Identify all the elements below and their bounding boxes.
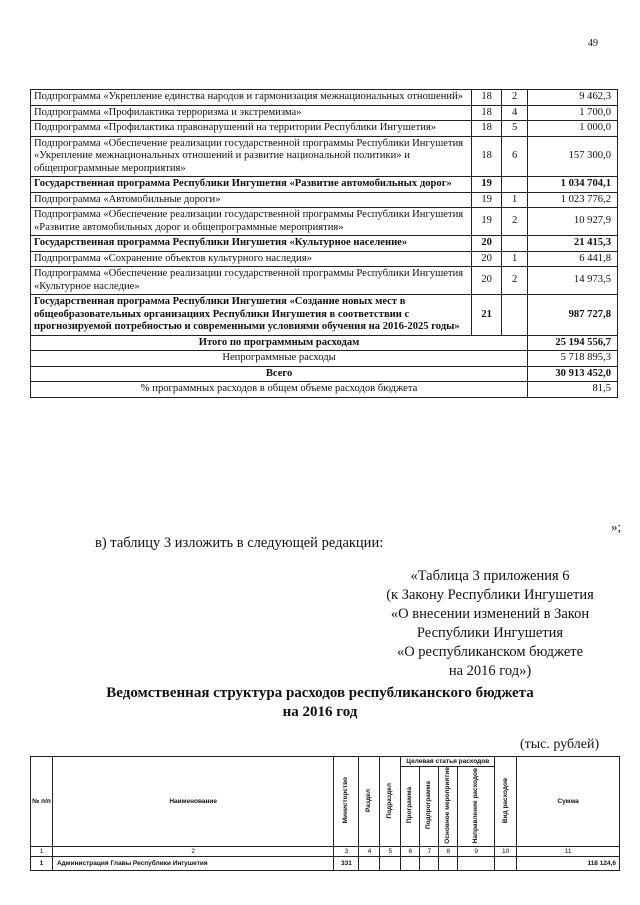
total-amount: 25 194 556,7	[528, 335, 618, 351]
program-row	[31, 208, 618, 236]
program-name: Подпрограмма «Укрепление единства народов и гармонизация межнациональных отношений»	[31, 90, 472, 106]
header-subsection: Подраздел	[380, 757, 401, 847]
total-amount: 5 718 895,3	[528, 351, 618, 367]
header-main-event: Основное мероприятие	[439, 767, 458, 847]
program-amount: 10 927,9	[528, 208, 618, 236]
col-number: 8	[439, 846, 458, 856]
program-amount: 6 441,8	[528, 251, 618, 267]
program-amount: 14 973,5	[528, 267, 618, 295]
departmental-table	[30, 756, 620, 871]
program-amount: 1 034 704,1	[528, 177, 618, 193]
table-caption	[340, 567, 640, 681]
program-amount: 9 462,3	[528, 90, 618, 106]
program-sub: 1	[502, 192, 528, 208]
total-row	[31, 335, 618, 351]
header-direction: Направление расходов	[458, 767, 495, 847]
col-number: 3	[334, 846, 359, 856]
header-program: Программа	[401, 767, 420, 847]
instruction-text: в) таблицу 3 изложить в следующей редакции:	[95, 535, 384, 551]
program-row	[31, 105, 618, 121]
total-amount: 81,5	[528, 382, 618, 398]
program-amount: 987 727,8	[528, 295, 618, 336]
program-amount: 157 300,0	[528, 136, 618, 177]
total-amount: 30 913 452,0	[528, 366, 618, 382]
program-name: Подпрограмма «Обеспечение реализации государственной программы Республики Ингушетия «Развитие автомобильных дорог и общепрограммные мероприятия»	[31, 208, 472, 236]
header-section: Раздел	[359, 757, 380, 847]
header-name: Наименование	[52, 757, 333, 847]
header-target: Целевая статья расходов	[401, 757, 495, 767]
program-row	[31, 90, 618, 106]
program-sub: 6	[502, 136, 528, 177]
col-number: 11	[517, 846, 620, 856]
total-label: Всего	[31, 366, 528, 382]
program-code: 20	[472, 267, 502, 295]
programs-table	[30, 89, 618, 398]
header-subprogram: Подпрограмма	[420, 767, 439, 847]
page-number: 49	[588, 38, 598, 49]
program-row	[31, 136, 618, 177]
caption-line: «О внесении изменений в Закон	[390, 606, 590, 622]
program-row	[31, 192, 618, 208]
closing-mark: »;	[611, 519, 622, 534]
program-name: Подпрограмма «Обеспечение реализации государственной программы Республики Ингушетия «Укрепление межнациональных отношений и развитие национальной политики» и общепрограммные мероприятия»	[31, 136, 472, 177]
caption-line: «Таблица 3 приложения 6	[410, 568, 570, 584]
title-line: на 2016 год	[282, 704, 358, 720]
program-row	[31, 267, 618, 295]
col-number: 5	[380, 846, 401, 856]
col-number: 1	[31, 846, 53, 856]
program-code: 18	[472, 136, 502, 177]
row-sum: 118 124,6	[517, 856, 620, 870]
program-code: 18	[472, 105, 502, 121]
program-name: Государственная программа Республики Ингушетия «Развитие автомобильных дорог»	[31, 177, 472, 193]
total-label: % программных расходов в общем объеме расходов бюджета	[31, 382, 528, 398]
program-sub	[502, 295, 528, 336]
program-sub	[502, 177, 528, 193]
row-ministry: 331	[334, 856, 359, 870]
program-sub: 1	[502, 251, 528, 267]
program-name: Государственная программа Республики Ингушетия «Создание новых мест в общеобразовательных организациях Республики Ингушетия в соответствии с прогнозируемой потребностью и современными условиями обучения на 2016-2025 годы»	[31, 295, 472, 336]
document-title	[60, 684, 580, 722]
col-number: 2	[52, 846, 333, 856]
program-amount: 21 415,3	[528, 236, 618, 252]
program-row	[31, 121, 618, 137]
header-sum: Сумма	[517, 757, 620, 847]
unit-label: (тыс. рублей)	[520, 737, 600, 752]
col-number: 6	[401, 846, 420, 856]
program-name: Подпрограмма «Обеспечение реализации государственной программы Республики Ингушетия «Культурное наследие»	[31, 267, 472, 295]
col-number: 10	[495, 846, 517, 856]
program-amount: 1 023 776,2	[528, 192, 618, 208]
program-code: 18	[472, 121, 502, 137]
program-row	[31, 251, 618, 267]
program-code: 19	[472, 208, 502, 236]
caption-line: (к Закону Республики Ингушетия	[386, 587, 594, 603]
program-name: Государственная программа Республики Ингушетия «Культурное население»	[31, 236, 472, 252]
program-row	[31, 177, 618, 193]
total-row	[31, 382, 618, 398]
total-row	[31, 351, 618, 367]
program-sub	[502, 236, 528, 252]
program-amount: 1 000,0	[528, 121, 618, 137]
program-name: Подпрограмма «Сохранение объектов культурного наследия»	[31, 251, 472, 267]
program-code: 20	[472, 236, 502, 252]
caption-line: Республики Ингушетия	[416, 625, 564, 641]
col-number: 4	[359, 846, 380, 856]
program-name: Подпрограмма «Профилактика правонарушений на территории Республики Ингушетия»	[31, 121, 472, 137]
total-label: Итого по программным расходам	[31, 335, 528, 351]
total-row	[31, 366, 618, 382]
program-code: 19	[472, 177, 502, 193]
row-name: Администрация Главы Республики Ингушетия	[52, 856, 333, 870]
program-code: 18	[472, 90, 502, 106]
row-num: 1	[31, 856, 53, 870]
caption-line: на 2016 год»)	[448, 663, 532, 679]
header-kind: Вид расходов	[495, 757, 517, 847]
program-name: Подпрограмма «Автомобильные дороги»	[31, 192, 472, 208]
program-code: 20	[472, 251, 502, 267]
program-row	[31, 236, 618, 252]
program-sub: 2	[502, 90, 528, 106]
col-number: 7	[420, 846, 439, 856]
title-line: Ведомственная структура расходов республиканского бюджета	[106, 685, 534, 701]
header-ministry: Министерство	[334, 757, 359, 847]
program-code: 21	[472, 295, 502, 336]
program-sub: 2	[502, 267, 528, 295]
program-code: 19	[472, 192, 502, 208]
program-amount: 1 700,0	[528, 105, 618, 121]
program-name: Подпрограмма «Профилактика терроризма и экстремизма»	[31, 105, 472, 121]
program-sub: 2	[502, 208, 528, 236]
caption-line: «О республиканском бюджете	[396, 644, 584, 660]
col-number: 9	[458, 846, 495, 856]
total-label: Непрограммные расходы	[31, 351, 528, 367]
header-num: № п/п	[31, 757, 53, 847]
program-sub: 5	[502, 121, 528, 137]
program-sub: 4	[502, 105, 528, 121]
program-row	[31, 295, 618, 336]
